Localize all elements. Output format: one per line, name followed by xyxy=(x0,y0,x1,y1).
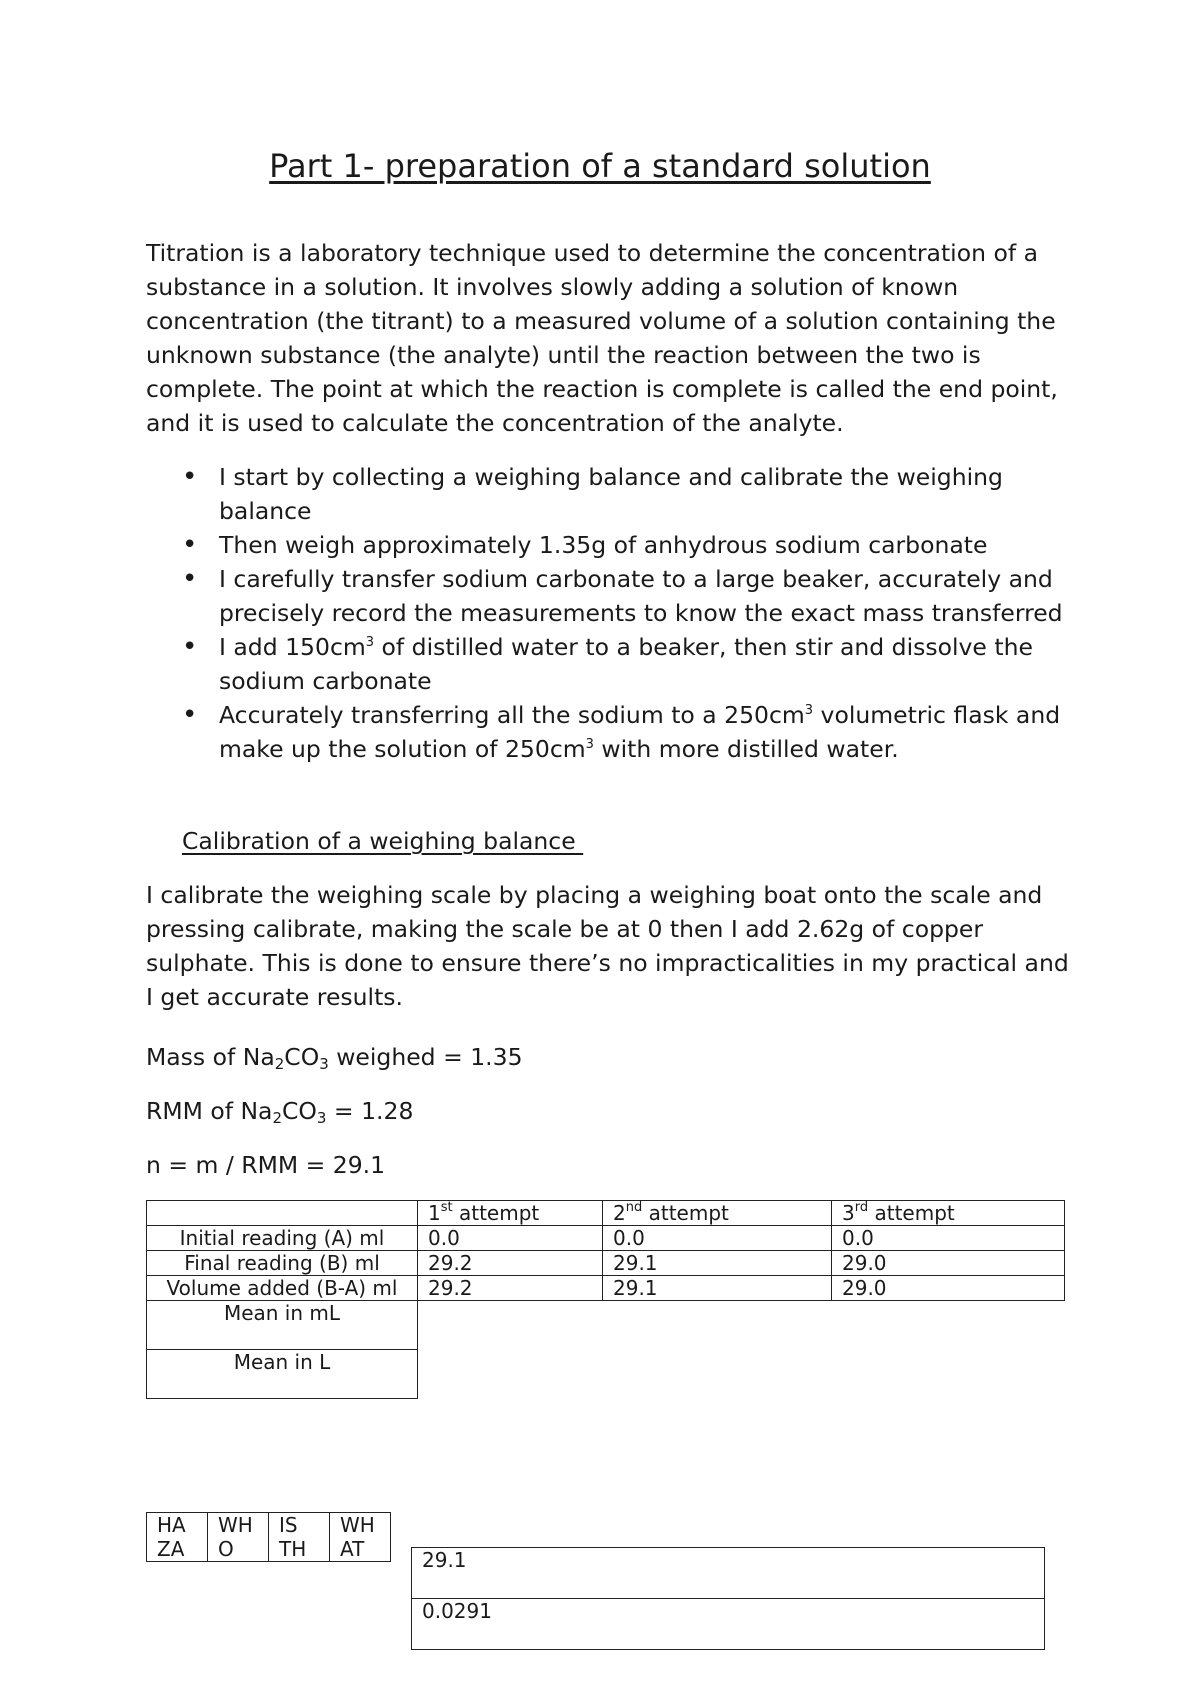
table-row xyxy=(147,1513,391,1562)
table-row xyxy=(412,1548,1045,1599)
moles-equation: n = m / RMM = 29.1 xyxy=(146,1151,386,1179)
procedure-step: • I carefully transfer sodium carbonate to a large beaker, accurately and precisely record the measurements to know the exact mass transferred xyxy=(146,562,1076,630)
table-cell xyxy=(147,1201,418,1226)
column-header: 2nd attempt xyxy=(603,1201,832,1226)
mass-equation: Mass of $Na_2CO_3$ weighed = 1.35 xyxy=(146,1043,523,1073)
calibration-paragraph: I calibrate the weighing scale by placing a weighing boat onto the scale and pressing calibrate, making the scale be at 0 then I add 2.62g of copper sulphate. This is done to ensure there’s no impracticalities in my practical and I get accurate results. xyxy=(146,881,1069,1011)
procedure-list xyxy=(146,460,1076,766)
titration-results-table xyxy=(146,1200,1065,1399)
rmm-equation: RMM of $Na_2CO_3 = 1.28$ xyxy=(146,1097,414,1127)
table-cell: 29.0 xyxy=(832,1276,1065,1301)
procedure-step: • I add $150cm^3$ of distilled water to a beaker, then stir and dissolve the sodium carbonate xyxy=(146,630,1076,698)
mean-ml-label: Mean in mL xyxy=(147,1301,418,1350)
column-header: 1st attempt xyxy=(418,1201,603,1226)
row-label: Volume added (B-A) ml xyxy=(147,1276,418,1301)
table-row xyxy=(147,1251,1065,1276)
table-cell: IS TH xyxy=(269,1513,330,1562)
mean-l-value: 0.0291 xyxy=(412,1599,1045,1650)
table-cell: HA ZA xyxy=(147,1513,208,1562)
table-row xyxy=(147,1301,1065,1350)
mean-ml-value: 29.1 xyxy=(412,1548,1045,1599)
intro-paragraph: Titration is a laboratory technique used to determine the concentration of a substance in a solution. It involves slowly adding a solution of known concentration (the titrant) to a measured volume of a solution containing the unknown substance (the analyte) until the reaction between the two is complete. The point at which the reaction is complete is called the end point, and it is used to calculate the concentration of the analyte. xyxy=(146,239,1058,437)
table-cell: 29.1 xyxy=(603,1276,832,1301)
table-cell: 29.0 xyxy=(832,1251,1065,1276)
table-cell: 0.0 xyxy=(603,1226,832,1251)
procedure-step: • I start by collecting a weighing balance and calibrate the weighing balance xyxy=(146,460,1076,528)
table-row xyxy=(147,1226,1065,1251)
table-cell: 29.2 xyxy=(418,1276,603,1301)
mean-values-table xyxy=(411,1547,1045,1650)
table-cell: WH O xyxy=(208,1513,269,1562)
page-title: Part 1- preparation of a standard solution xyxy=(269,147,931,185)
procedure-step: • Then weigh approximately 1.35g of anhydrous sodium carbonate xyxy=(146,528,1076,562)
row-label: Final reading (B) ml xyxy=(147,1251,418,1276)
table-row xyxy=(147,1350,1065,1399)
calibration-heading: Calibration of a weighing balance xyxy=(182,827,584,855)
names-table xyxy=(146,1512,391,1562)
table-cell: 29.2 xyxy=(418,1251,603,1276)
mean-l-label: Mean in L xyxy=(147,1350,418,1399)
table-row xyxy=(147,1276,1065,1301)
table-cell: 0.0 xyxy=(418,1226,603,1251)
procedure-step: • Accurately transferring all the sodium to a $250cm^3$ volumetric flask and make up the solution of $250cm^3$ with more distilled water. xyxy=(146,698,1076,766)
table-row xyxy=(412,1599,1045,1650)
table-cell: WH AT xyxy=(330,1513,391,1562)
table-cell: 29.1 xyxy=(603,1251,832,1276)
table-cell: 0.0 xyxy=(832,1226,1065,1251)
row-label: Initial reading (A) ml xyxy=(147,1226,418,1251)
table-header-row xyxy=(147,1201,1065,1226)
column-header: 3rd attempt xyxy=(832,1201,1065,1226)
